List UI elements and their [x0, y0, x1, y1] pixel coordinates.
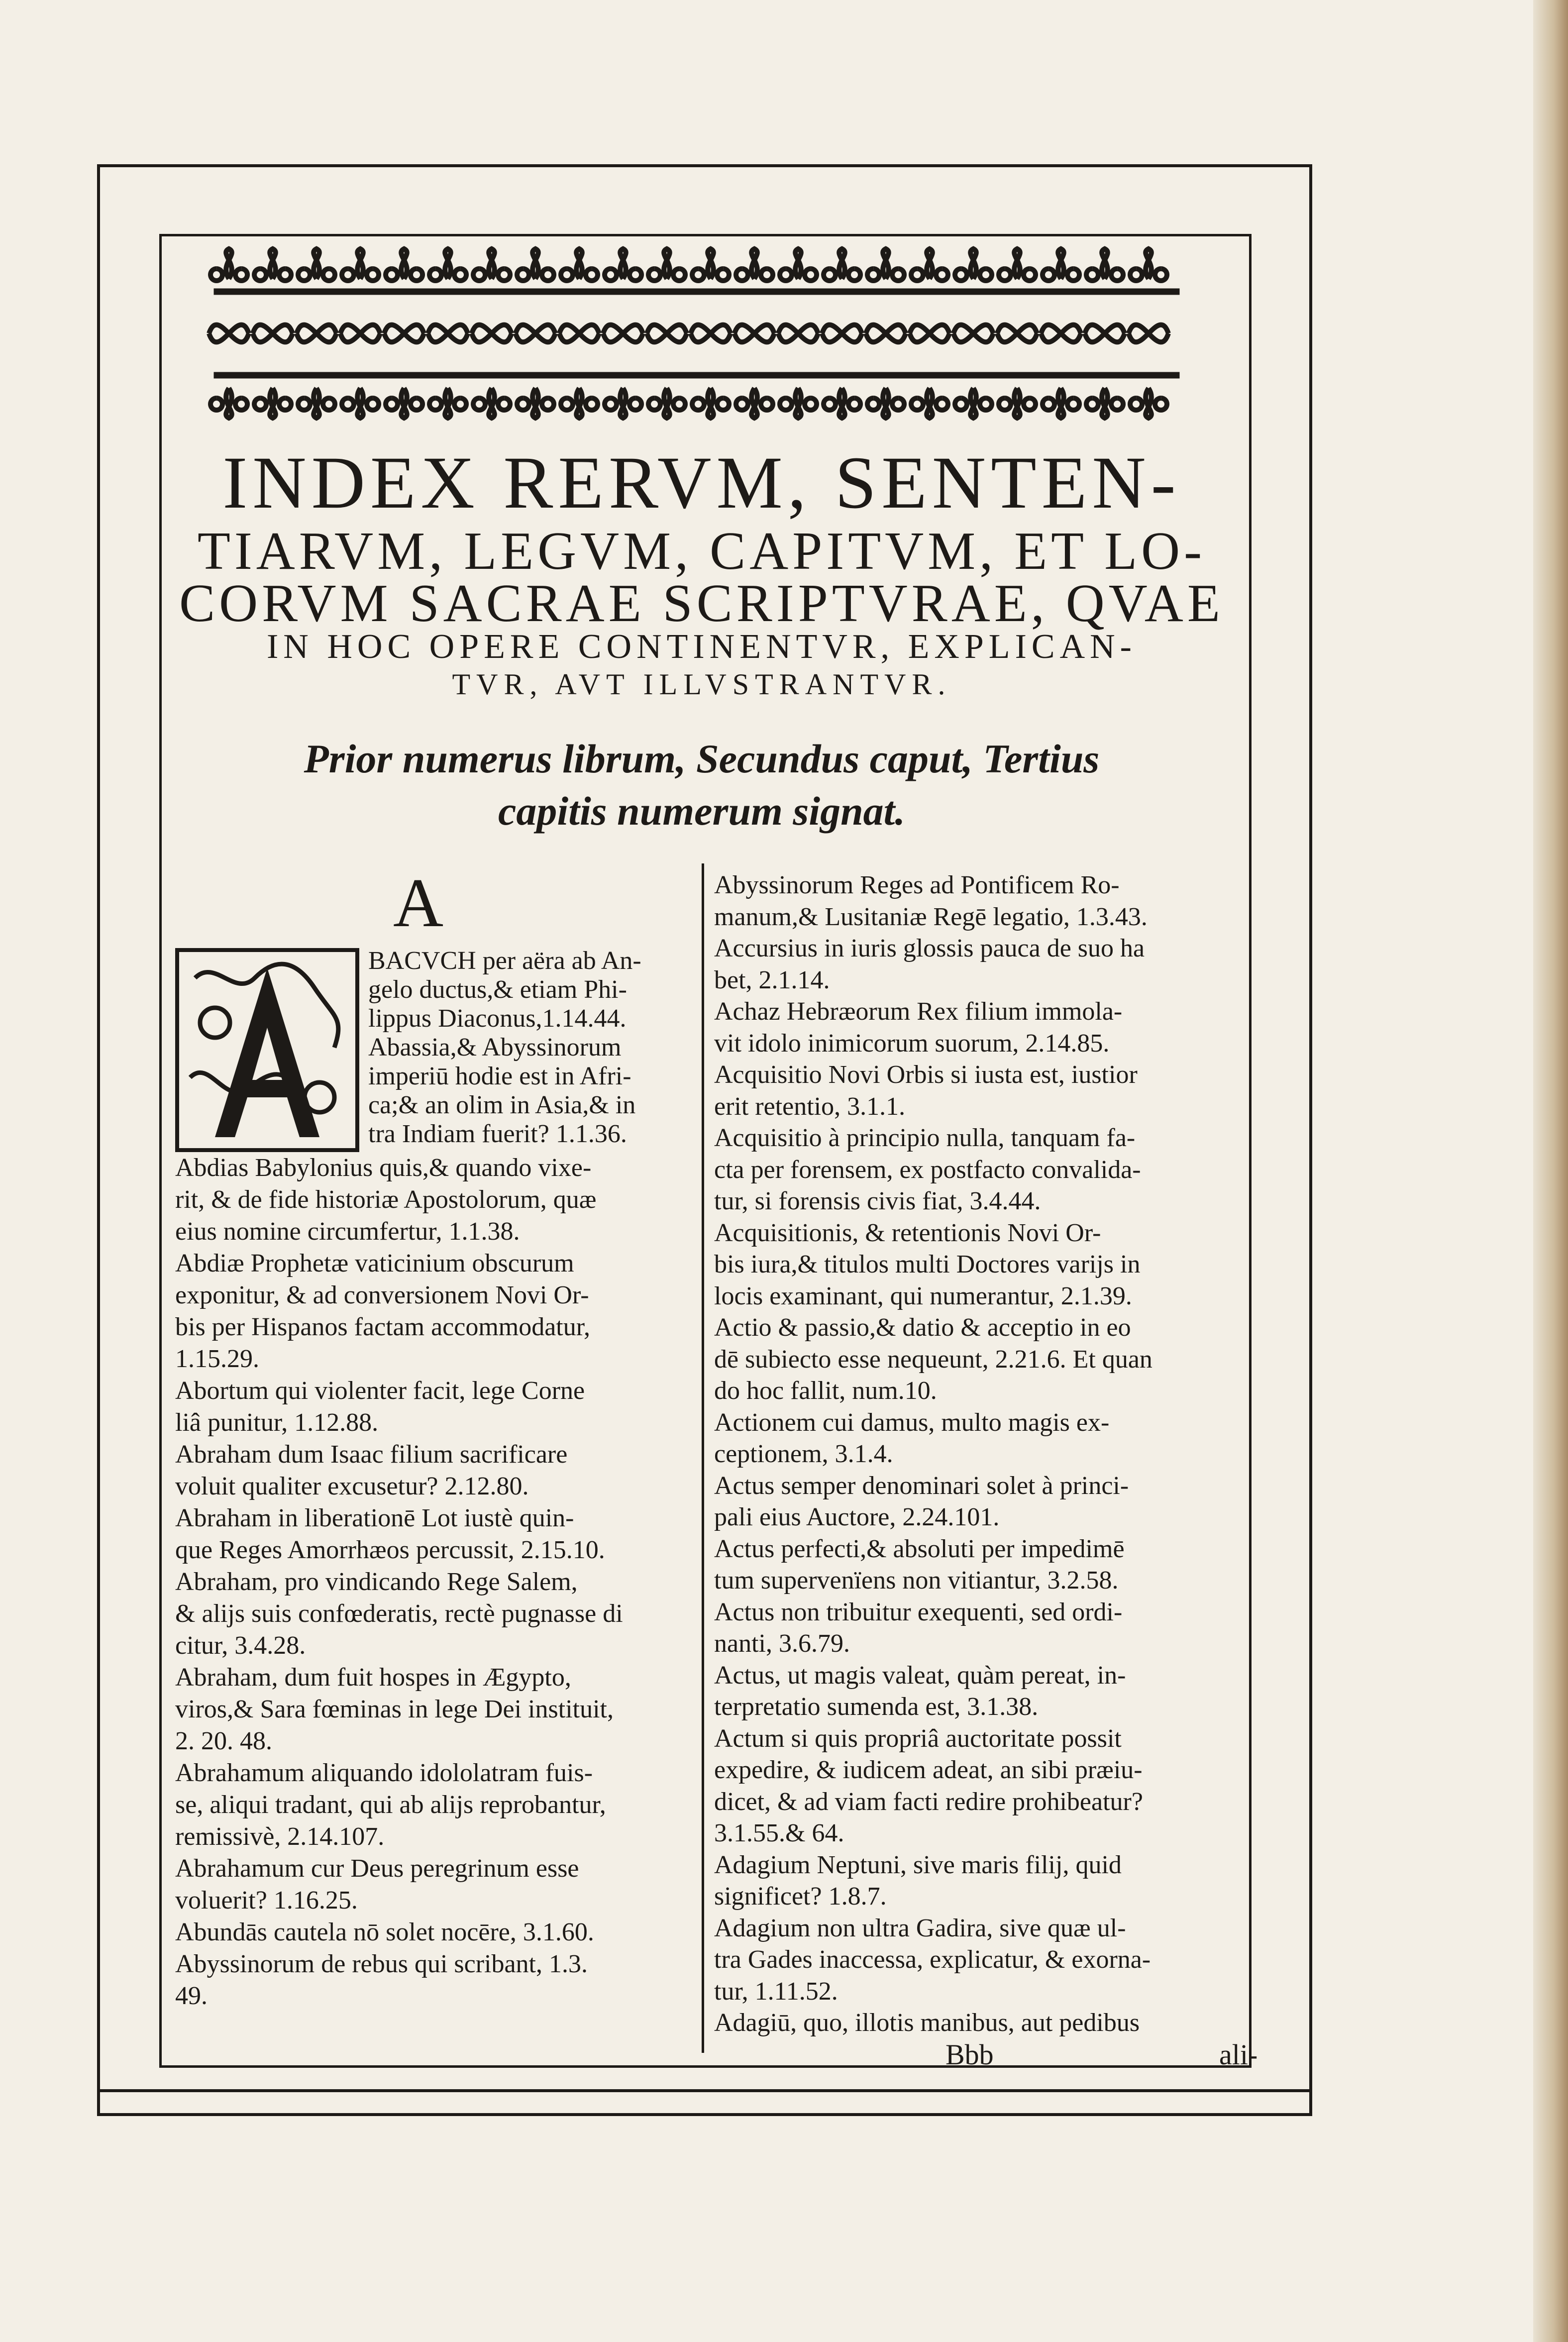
- ornament-fleuron: [210, 388, 247, 418]
- index-line: Actus semper denominari solet à princi-: [714, 1471, 1129, 1500]
- index-line: Abraham, dum fuit hospes in Ægypto,: [175, 1663, 571, 1692]
- index-line: significet? 1.8.7.: [714, 1882, 887, 1911]
- ornament-scroll: [253, 325, 293, 342]
- index-line: 3.1.55.& 64.: [714, 1819, 844, 1847]
- ornament-fleuron: [999, 249, 1036, 281]
- index-line: Actus perfecti,& absoluti per impedimē: [714, 1534, 1125, 1563]
- ornament-scroll: [734, 325, 774, 342]
- index-line: ca;& an olim in Asia,& in: [368, 1091, 636, 1119]
- ornament-fleuron: [867, 388, 904, 418]
- index-line: tra Gades inaccessa, explicatur, & exorna-: [714, 1945, 1151, 1974]
- index-title-line-4: IN HOC OPERE CONTINENTVR, EXPLICAN-: [267, 628, 1137, 666]
- ornament-scroll: [997, 325, 1037, 342]
- index-line: 1.15.29.: [175, 1345, 259, 1373]
- ornament-fleuron: [780, 388, 817, 418]
- index-line: & alijs suis confœderatis, rectè pugnasse di: [175, 1599, 623, 1628]
- index-line: tum supervenïens non vitiantur, 3.2.58.: [714, 1566, 1119, 1595]
- index-line: tur, si forensis civis fiat, 3.4.44.: [714, 1187, 1041, 1215]
- ornament-fleuron: [517, 249, 554, 281]
- ornament-fleuron: [605, 249, 641, 281]
- ornament-scroll: [603, 325, 643, 342]
- ornament-fleuron: [429, 388, 466, 418]
- index-line: rit, & de fide historiæ Apostolorum, quæ: [175, 1185, 597, 1214]
- bottom-rule: [97, 2089, 1311, 2092]
- index-title-line-1: INDEX RERVM, SENTEN-: [222, 441, 1181, 524]
- decorated-initial-a: [175, 948, 359, 1152]
- index-line: se, aliqui tradant, qui ab alijs reprobantur,: [175, 1791, 606, 1819]
- ornamental-headpiece: [204, 244, 1189, 423]
- index-line: Actus, ut magis valeat, quàm pereat, in-: [714, 1661, 1126, 1690]
- index-title-line-5: TVR, AVT ILLVSTRANTVR.: [452, 668, 951, 701]
- index-line: bis iura,& titulos multi Doctores varijs in: [714, 1250, 1141, 1278]
- index-line: Actio & passio,& datio & acceptio in eo: [714, 1313, 1131, 1342]
- ornament-fleuron: [1043, 249, 1079, 281]
- index-line: citur, 3.4.28.: [175, 1631, 306, 1660]
- index-line: Adagium Neptuni, sive maris filij, quid: [714, 1850, 1122, 1879]
- ornament-fleuron: [736, 249, 773, 281]
- ornament-scroll: [691, 325, 731, 342]
- index-line: Abyssinorum Reges ad Pontificem Ro-: [714, 871, 1120, 899]
- index-line: Acquisitio Novi Orbis si iusta est, iustior: [714, 1061, 1138, 1089]
- ornament-fleuron: [780, 249, 817, 281]
- ornament-scroll: [1041, 325, 1081, 342]
- index-line: BACVCH per aëra ab An-: [368, 947, 641, 975]
- ornament-fleuron: [955, 388, 992, 418]
- index-line: Abdias Babylonius quis,& quando vixe-: [175, 1154, 592, 1182]
- ornament-scroll: [1085, 325, 1125, 342]
- index-line: exponitur, & ad conversionem Novi Or-: [175, 1281, 589, 1309]
- ornament-scroll: [647, 325, 687, 342]
- index-line: Accursius in iuris glossis pauca de suo ha: [714, 934, 1145, 962]
- index-line: manum,& Lusitaniæ Regē legatio, 1.3.43.: [714, 902, 1148, 931]
- catchword: ali-: [1219, 2038, 1258, 2071]
- ornament-fleuron: [955, 249, 992, 281]
- index-line: lippus Diaconus,1.14.44.: [368, 1004, 627, 1033]
- index-line: Abundās cautela nō solet nocēre, 3.1.60.: [175, 1918, 594, 1946]
- index-line: tra Indiam fuerit? 1.1.36.: [368, 1120, 627, 1148]
- index-line: Actionem cui damus, multo magis ex-: [714, 1408, 1110, 1437]
- ornament-fleuron: [342, 249, 379, 281]
- ornament-fleuron: [692, 249, 729, 281]
- index-line: erit retentio, 3.1.1.: [714, 1092, 906, 1121]
- index-line: Abrahamum cur Deus peregrinum esse: [175, 1854, 579, 1883]
- ornament-fleuron: [298, 249, 335, 281]
- index-line: eius nomine circumfertur, 1.1.38.: [175, 1217, 520, 1246]
- ornament-fleuron: [824, 249, 860, 281]
- index-line: ceptionem, 3.1.4.: [714, 1440, 893, 1468]
- ornament-fleuron: [298, 388, 335, 418]
- index-line: Actum si quis propriâ auctoritate possit: [714, 1724, 1122, 1753]
- ornament-fleuron: [473, 249, 510, 281]
- ornament-scroll: [866, 325, 906, 342]
- index-line: Abrahamum aliquando idololatram fuis-: [175, 1759, 593, 1787]
- ornament-fleuron: [210, 249, 247, 281]
- index-line: imperiū hodie est in Afri-: [368, 1062, 631, 1090]
- ornament-scroll: [384, 325, 424, 342]
- ornament-fleuron: [1130, 388, 1167, 418]
- index-line: viros,& Sara fœminas in lege Dei instituit,: [175, 1695, 614, 1723]
- index-line: bis per Hispanos factam accommodatur,: [175, 1313, 590, 1341]
- index-line: gelo ductus,& etiam Phi-: [368, 975, 627, 1004]
- ornament-scroll: [516, 325, 555, 342]
- ornament-fleuron: [824, 388, 860, 418]
- index-line: vit idolo inimicorum suorum, 2.14.85.: [714, 1029, 1110, 1058]
- ornament-scroll: [340, 325, 380, 342]
- index-line: Acquisitionis, & retentionis Novi Or-: [714, 1218, 1101, 1247]
- ornament-fleuron: [517, 388, 554, 418]
- ornament-fleuron: [1130, 249, 1167, 281]
- ornament-scroll: [1129, 325, 1168, 342]
- index-line: dē subiecto esse nequeunt, 2.21.6. Et quan: [714, 1345, 1152, 1374]
- signature-mark: Bbb: [945, 2038, 994, 2071]
- ornament-fleuron: [605, 388, 641, 418]
- ornament-fleuron: [561, 388, 598, 418]
- ornament-fleuron: [386, 388, 422, 418]
- index-line: remissivè, 2.14.107.: [175, 1822, 385, 1851]
- ornament-fleuron: [648, 388, 685, 418]
- index-line: Abassia,& Abyssinorum: [368, 1033, 622, 1062]
- ornament-fleuron: [648, 249, 685, 281]
- ornament-scroll: [472, 325, 512, 342]
- ornament-fleuron: [911, 249, 948, 281]
- ornament-scroll: [822, 325, 862, 342]
- ornament-fleuron: [386, 249, 422, 281]
- index-line: Achaz Hebræorum Rex filium immola-: [714, 997, 1123, 1026]
- ornament-fleuron: [1086, 388, 1123, 418]
- index-line: 49.: [175, 1982, 208, 2010]
- ornament-scroll: [778, 325, 818, 342]
- index-line: Actus non tribuitur exequenti, sed ordi-: [714, 1597, 1123, 1626]
- index-line: Abraham in liberationē Lot iustè quin-: [175, 1504, 574, 1532]
- index-line: bet, 2.1.14.: [714, 965, 830, 994]
- ornament-scroll: [559, 325, 599, 342]
- section-letter: A: [393, 864, 444, 942]
- ornament-fleuron: [342, 388, 379, 418]
- index-line: cta per forensem, ex postfacto convalida-: [714, 1155, 1141, 1184]
- index-line: expedire, & iudicem adeat, an sibi præiu-: [714, 1756, 1143, 1784]
- index-line: que Reges Amorrhæos percussit, 2.15.10.: [175, 1536, 605, 1564]
- index-line: tur, 1.11.52.: [714, 1977, 838, 2006]
- ornament-scroll: [910, 325, 949, 342]
- subtitle-line-1: Prior numerus librum, Secundus caput, Tertius: [304, 736, 1100, 781]
- index-line: pali eius Auctore, 2.24.101.: [714, 1503, 1000, 1531]
- index-line: Adagiū, quo, illotis manibus, aut pedibus: [714, 2009, 1140, 2037]
- index-line: Abyssinorum de rebus qui scribant, 1.3.: [175, 1950, 588, 1978]
- ornament-fleuron: [254, 388, 291, 418]
- ornament-scroll: [953, 325, 993, 342]
- index-line: voluit qualiter excusetur? 2.12.80.: [175, 1472, 529, 1500]
- index-line: Abortum qui violenter facit, lege Corne: [175, 1377, 585, 1405]
- ornament-fleuron: [254, 249, 291, 281]
- column-divider: [702, 863, 704, 2053]
- ornament-scroll: [209, 325, 249, 342]
- subtitle-line-2: capitis numerum signat.: [498, 788, 905, 834]
- ornament-fleuron: [473, 388, 510, 418]
- ornament-fleuron: [692, 388, 729, 418]
- index-line: Acquisitio à principio nulla, tanquam fa-: [714, 1124, 1136, 1152]
- ornament-scroll: [428, 325, 468, 342]
- ornament-fleuron: [561, 249, 598, 281]
- index-line: 2. 20. 48.: [175, 1727, 272, 1755]
- index-line: locis examinant, qui numerantur, 2.1.39.: [714, 1281, 1132, 1310]
- ornament-fleuron: [867, 249, 904, 281]
- index-line: liâ punitur, 1.12.88.: [175, 1408, 379, 1437]
- index-line: nanti, 3.6.79.: [714, 1629, 850, 1658]
- index-line: Abdiæ Prophetæ vaticinium obscurum: [175, 1249, 574, 1277]
- index-title-line-2: TIARVM, LEGVM, CAPITVM, ET LO-: [197, 522, 1206, 581]
- index-line: voluerit? 1.16.25.: [175, 1886, 358, 1915]
- ornament-fleuron: [999, 388, 1036, 418]
- ornament-fleuron: [736, 388, 773, 418]
- ornament-scroll: [297, 325, 336, 342]
- ornament-fleuron: [1043, 388, 1079, 418]
- ornament-fleuron: [911, 388, 948, 418]
- index-line: terpretatio sumenda est, 3.1.38.: [714, 1693, 1039, 1721]
- index-line: Abraham, pro vindicando Rege Salem,: [175, 1568, 578, 1596]
- page-edge: [1533, 0, 1568, 2342]
- index-line: dicet, & ad viam facti redire prohibeatur?: [714, 1787, 1143, 1816]
- ornament-fleuron: [1086, 249, 1123, 281]
- index-title-line-3: CORVM SACRAE SCRIPTVRAE, QVAE: [179, 574, 1224, 633]
- index-line: do hoc fallit, num.10.: [714, 1377, 937, 1405]
- index-line: Adagium non ultra Gadira, sive quæ ul-: [714, 1914, 1126, 1942]
- ornament-fleuron: [429, 249, 466, 281]
- index-line: Abraham dum Isaac filium sacrificare: [175, 1440, 568, 1469]
